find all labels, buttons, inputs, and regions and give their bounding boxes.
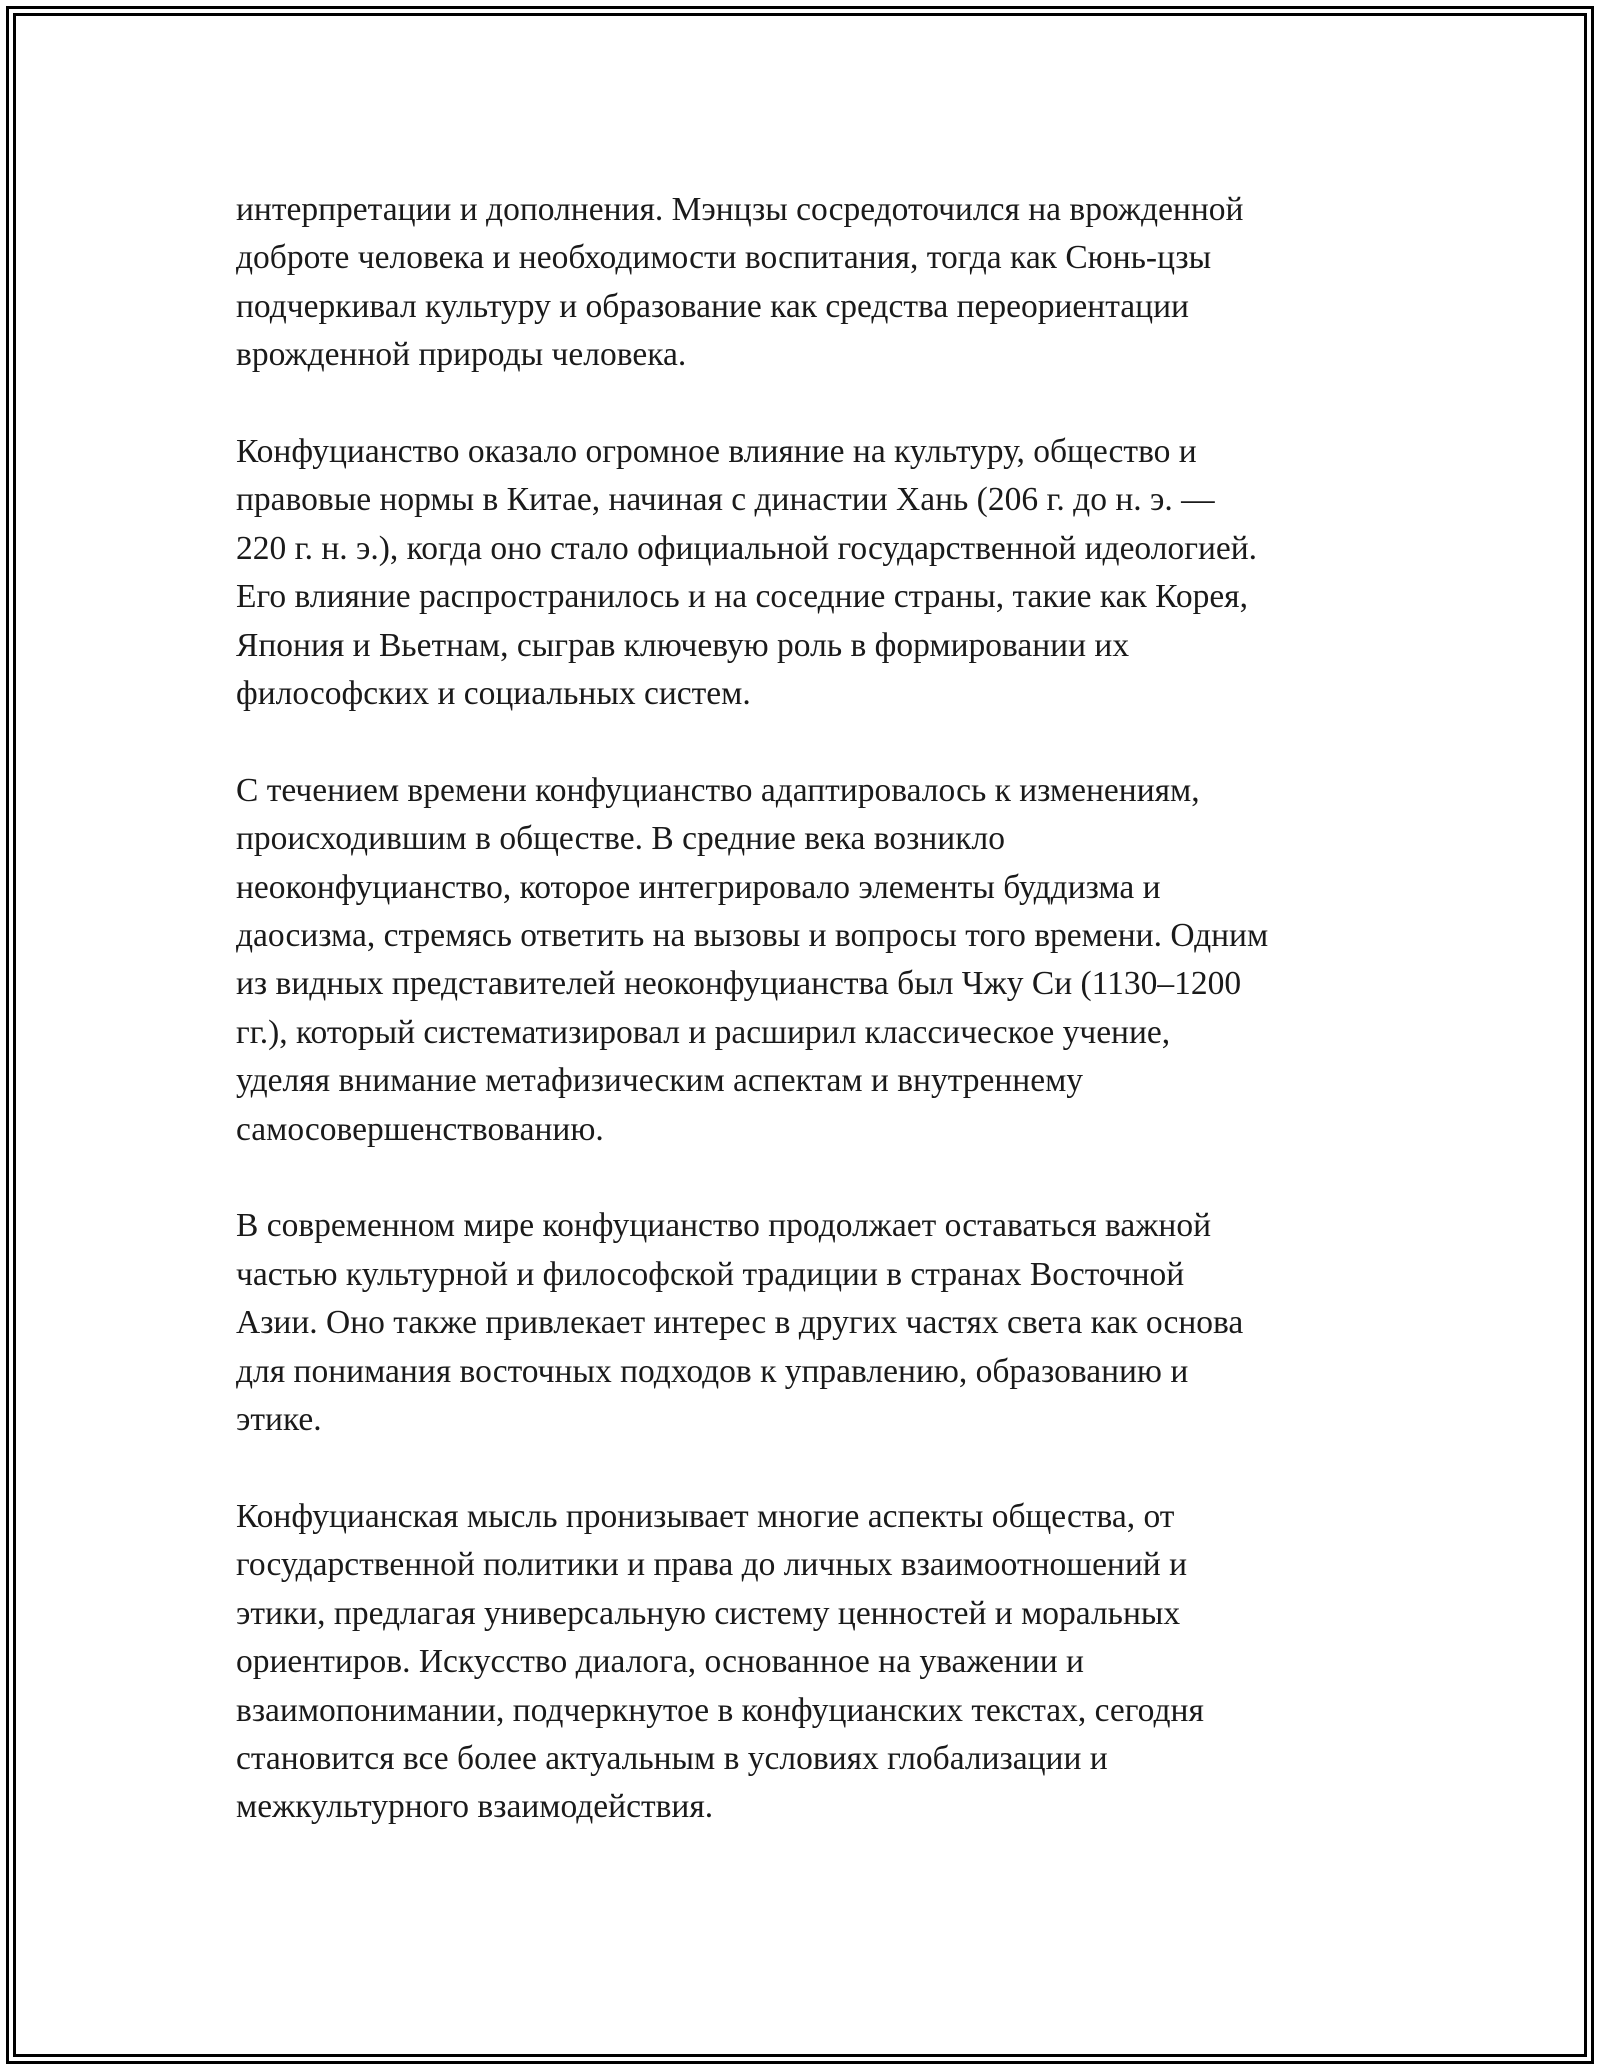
text-line: врожденной природы человека. <box>236 336 687 374</box>
text-line: уделяя внимание метафизическим аспектам и внутреннему <box>236 1062 1084 1100</box>
text-line: 220 г. н. э.), когда оно стало официальной государственной идеологией. <box>236 529 1258 567</box>
text-line: государственной политики и права до личных взаимоотношений и <box>236 1546 1188 1584</box>
text-line: философских и социальных систем. <box>236 675 751 713</box>
paragraph <box>236 1493 1376 1832</box>
text-line: взаимопонимании, подчеркнутое в конфуцианских текстах, сегодня <box>236 1691 1204 1729</box>
text-line: из видных представителей неоконфуцианства был Чжу Си (1130–1200 <box>236 965 1242 1003</box>
text-line: межкультурного взаимодействия. <box>236 1788 714 1826</box>
text-line: этике. <box>236 1401 322 1439</box>
text-line: частью культурной и философской традиции в странах Восточной <box>236 1255 1185 1293</box>
text-line: неоконфуцианство, которое интегрировало элементы буддизма и <box>236 868 1161 906</box>
text-line: гг.), который систематизировал и расширил классическое учение, <box>236 1013 1171 1051</box>
text-line: самосовершенствованию. <box>236 1110 604 1148</box>
text-line: В современном мире конфуцианство продолжает оставаться важной <box>236 1207 1212 1245</box>
text-line: Конфуцианская мысль пронизывает многие аспекты общества, от <box>236 1497 1175 1535</box>
text-line: ориентиров. Искусство диалога, основанное на уважении и <box>236 1643 1084 1681</box>
paragraph <box>236 428 1376 718</box>
text-line: даосизма, стремясь ответить на вызовы и вопросы того времени. Одним <box>236 917 1269 955</box>
text-line: интерпретации и дополнения. Мэнцзы сосредоточился на врожденной <box>236 191 1244 228</box>
paragraph <box>236 1202 1376 1444</box>
text-line: этики, предлагая универсальную систему ценностей и моральных <box>236 1594 1181 1632</box>
text-line: С течением времени конфуцианство адаптировалось к изменениям, <box>236 771 1200 809</box>
text-line: правовые нормы в Китае, начиная с династии Хань (206 г. до н. э. — <box>236 481 1215 519</box>
text-line: Его влияние распространилось и на соседние страны, такие как Корея, <box>236 578 1248 616</box>
text-line: Япония и Вьетнам, сыграв ключевую роль в формировании их <box>236 626 1130 664</box>
text-line: Конфуцианство оказало огромное влияние на культуру, общество и <box>236 433 1197 471</box>
text-line: доброте человека и необходимости воспитания, тогда как Сюнь-цзы <box>236 239 1212 277</box>
text-line: Азии. Оно также привлекает интерес в других частях света как основа <box>236 1304 1244 1342</box>
text-line: происходившим в обществе. В средние века возникло <box>236 820 1005 858</box>
paragraph <box>236 767 1376 1154</box>
text-line: подчеркивал культуру и образование как средства переориентации <box>236 287 1189 325</box>
paragraph <box>236 186 1376 380</box>
text-line: для понимания восточных подходов к управлению, образованию и <box>236 1352 1189 1390</box>
text-line: становится все более актуальным в условиях глобализации и <box>236 1739 1108 1777</box>
document-body <box>236 186 1376 1880</box>
